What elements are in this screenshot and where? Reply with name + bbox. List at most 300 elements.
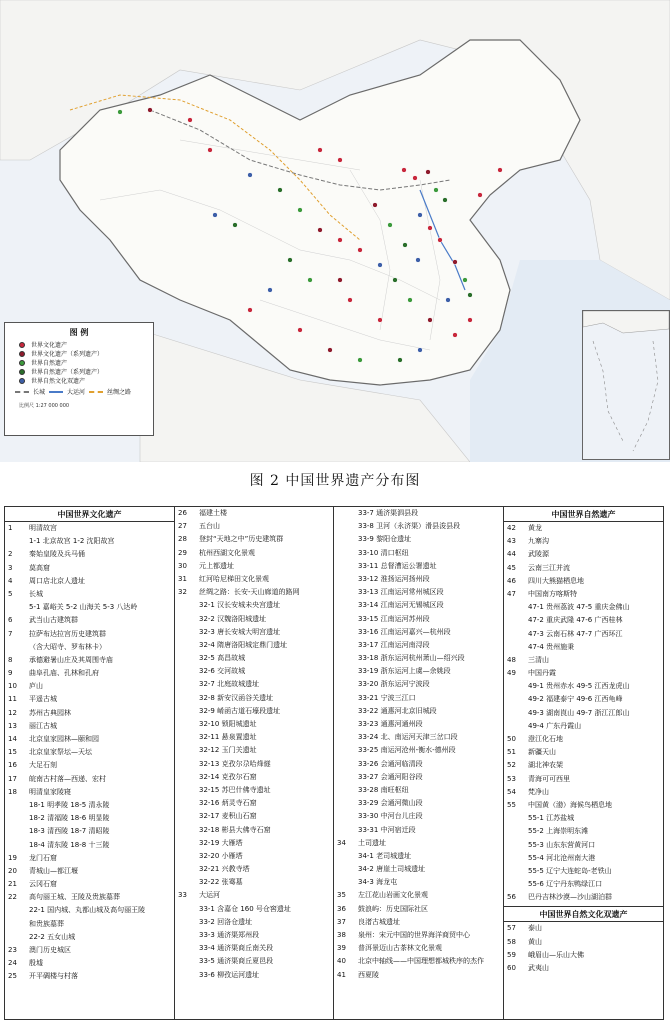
table-row xyxy=(5,535,174,548)
site-name: 黄龙 xyxy=(528,524,542,532)
table-row xyxy=(504,825,663,838)
culture-header: 中国世界文化遗产 xyxy=(5,507,174,522)
site-number xyxy=(504,693,528,706)
site-number: 26 xyxy=(178,509,187,517)
site-number: 32 xyxy=(178,588,187,597)
table-row xyxy=(504,922,663,935)
table-row xyxy=(5,904,174,917)
site-name: 33-21 宁波三江口 xyxy=(358,693,416,702)
legend-line-label: 长城 xyxy=(33,389,46,396)
table-row xyxy=(175,520,333,533)
site-name: 33-2 回洛仓遗址 xyxy=(199,917,253,926)
heritage-marker xyxy=(413,176,418,181)
site-number xyxy=(334,705,358,718)
site-name: 武夷山 xyxy=(528,964,549,972)
table-row xyxy=(5,588,174,601)
site-number: 39 xyxy=(337,944,346,953)
heritage-marker xyxy=(446,298,451,303)
site-name: 普洱景迈山古茶林文化景观 xyxy=(358,944,442,953)
table-row xyxy=(5,931,174,944)
site-number xyxy=(334,639,358,652)
table-row xyxy=(334,613,503,626)
site-name: 55-4 河北沧州南大港 xyxy=(528,853,596,862)
site-number xyxy=(175,613,199,626)
site-name: 西夏陵 xyxy=(358,970,379,979)
table-row xyxy=(504,614,663,627)
site-name: 33-5 通济渠商丘夏邑段 xyxy=(199,957,274,966)
table-row xyxy=(334,758,503,771)
site-name: 32-22 张骞墓 xyxy=(199,878,243,887)
site-name: 33-14 江南运河无锡城区段 xyxy=(358,601,444,610)
site-name: 登封“天地之中”历史建筑群 xyxy=(199,535,284,544)
site-number: 42 xyxy=(507,524,516,532)
site-name: 黄山 xyxy=(528,937,542,946)
site-name: 中国黄（渤）海候鸟栖息地 xyxy=(528,800,612,809)
table-row xyxy=(334,507,503,520)
site-name: 55-6 辽宁丹东鸭绿江口 xyxy=(528,880,603,889)
site-name: 明清故宫 xyxy=(29,524,57,532)
site-name: 北京中轴线——中国理想都城秩序的杰作 xyxy=(358,957,484,966)
table-row xyxy=(5,562,174,575)
site-number: 20 xyxy=(8,866,17,875)
legend-item xyxy=(5,358,153,367)
site-name: 良渚古城遗址 xyxy=(358,917,400,926)
site-name: 庐山 xyxy=(29,682,43,691)
site-name: 49-2 福建泰宁 49-6 江西龟峰 xyxy=(528,695,623,704)
heritage-marker xyxy=(378,318,383,323)
heritage-marker xyxy=(453,333,458,338)
site-number: 30 xyxy=(178,561,187,570)
heritage-marker xyxy=(388,223,393,228)
heritage-marker xyxy=(278,188,283,193)
heritage-marker xyxy=(308,278,313,283)
site-name: 33-19 浙东运河上虞—余姚段 xyxy=(358,667,451,676)
site-number: 53 xyxy=(507,774,516,783)
heritage-marker xyxy=(463,278,468,283)
site-name: 33-13 江南运河常州城区段 xyxy=(358,588,444,597)
site-name: 32-17 麦积山石窟 xyxy=(199,812,257,821)
table-row xyxy=(334,903,503,916)
table-column-2 xyxy=(175,507,334,1019)
site-number xyxy=(334,599,358,612)
site-number: 23 xyxy=(8,946,17,954)
table-row xyxy=(5,720,174,733)
figure-caption: 图 2 中国世界遗产分布图 xyxy=(249,473,421,489)
site-number xyxy=(175,731,199,744)
legend-dot xyxy=(19,351,25,357)
site-number xyxy=(5,918,29,931)
site-name: 34-1 老司城遗址 xyxy=(358,851,412,860)
table-row xyxy=(175,876,333,889)
site-number xyxy=(334,678,358,691)
site-name: 九寨沟 xyxy=(528,537,549,546)
site-number: 14 xyxy=(8,735,17,743)
table-row xyxy=(175,850,333,863)
site-number xyxy=(175,863,199,876)
site-name: 32-21 兴教寺塔 xyxy=(199,865,250,874)
site-number xyxy=(504,641,528,654)
site-number xyxy=(504,825,528,838)
site-name: 33-25 南运河沧州-衡水-德州段 xyxy=(358,746,456,755)
site-number: 58 xyxy=(507,937,516,946)
site-name: 红河哈尼梯田文化景观 xyxy=(199,574,269,583)
heritage-marker xyxy=(213,213,218,218)
site-name: 33-23 通惠河通州段 xyxy=(358,720,423,728)
table-row xyxy=(504,693,663,706)
site-name: 32-5 高昌故城 xyxy=(199,654,246,663)
site-number xyxy=(334,771,358,784)
heritage-marker xyxy=(498,168,503,173)
site-name: 33-7 通济渠泗县段 xyxy=(358,509,419,517)
site-name: 曲阜孔庙、孔林和孔府 xyxy=(29,669,99,678)
site-name: 福建土楼 xyxy=(199,509,227,517)
table-row xyxy=(334,678,503,691)
table-row xyxy=(5,825,174,838)
site-name: （含大昭寺、罗布林卡） xyxy=(29,642,106,651)
site-number xyxy=(175,692,199,705)
site-name: 32-20 小雁塔 xyxy=(199,851,243,860)
natural-header: 中国世界自然遗产 xyxy=(504,507,663,522)
table-row xyxy=(334,889,503,902)
site-name: 22-2 五女山城 xyxy=(29,932,76,941)
site-number: 6 xyxy=(8,616,13,625)
site-number: 21 xyxy=(8,880,17,889)
site-number xyxy=(334,797,358,810)
table-row xyxy=(175,613,333,626)
site-name: 青海可可西里 xyxy=(528,774,570,783)
table-row xyxy=(175,837,333,850)
scale-bar: 比例尺 1:27 000 000 xyxy=(19,403,70,409)
legend-dot xyxy=(19,342,25,348)
site-number xyxy=(175,797,199,810)
site-name: 49-3 湖南崀山 49-7 浙江江郎山 xyxy=(528,708,630,717)
heritage-marker xyxy=(338,238,343,243)
site-name: 大运河 xyxy=(199,891,220,900)
table-row xyxy=(334,916,503,929)
table-column-4 xyxy=(504,507,663,1019)
heritage-marker xyxy=(418,348,423,353)
table-row xyxy=(334,533,503,546)
site-name: 32-2 汉魏洛阳城遗址 xyxy=(199,614,267,623)
site-name: 巴丹吉林沙漠—沙山湖泊群 xyxy=(528,893,612,902)
heritage-marker xyxy=(398,358,403,363)
table-row xyxy=(5,548,174,561)
table-row xyxy=(175,599,333,612)
table-row xyxy=(504,878,663,891)
table-row xyxy=(175,797,333,810)
table-row xyxy=(504,936,663,949)
heritage-marker xyxy=(233,223,238,228)
site-number xyxy=(175,942,199,955)
heritage-marker xyxy=(416,258,421,263)
table-row xyxy=(504,680,663,693)
site-name: 33-17 江南运河南浔段 xyxy=(358,640,430,649)
site-number: 9 xyxy=(8,669,13,678)
table-row xyxy=(504,641,663,654)
table-row xyxy=(175,652,333,665)
site-number xyxy=(334,718,358,731)
table-row xyxy=(334,744,503,757)
table-row xyxy=(175,573,333,586)
site-name: 峨眉山—乐山大佛 xyxy=(528,950,584,959)
heritage-marker xyxy=(453,260,458,265)
site-number xyxy=(5,601,29,614)
table-row xyxy=(175,758,333,771)
great-wall-swatch xyxy=(15,391,29,393)
site-name: 47-2 重庆武隆 47-6 广西桂林 xyxy=(528,616,623,625)
site-name: 32-12 玉门关遗址 xyxy=(199,746,257,755)
site-name: 32-15 苏巴什佛寺遗址 xyxy=(199,785,271,794)
heritage-marker xyxy=(358,358,363,363)
site-number: 12 xyxy=(8,708,17,717)
table-row xyxy=(504,522,663,535)
heritage-marker xyxy=(318,228,323,233)
site-name: 47-1 贵州荔波 47-5 重庆金佛山 xyxy=(528,603,630,612)
site-name: 33-24 北、南运河天津三岔口段 xyxy=(358,733,458,742)
site-number: 43 xyxy=(507,537,516,546)
site-number: 47 xyxy=(507,589,516,598)
site-name: 杭州西湖文化景观 xyxy=(199,548,255,557)
site-number xyxy=(175,599,199,612)
site-number: 4 xyxy=(8,576,13,585)
table-row xyxy=(504,759,663,772)
table-row xyxy=(175,586,333,599)
site-name: 33-26 会通河临清段 xyxy=(358,759,423,768)
heritage-marker xyxy=(148,108,153,113)
site-number xyxy=(334,626,358,639)
site-number xyxy=(504,680,528,693)
table-row xyxy=(504,720,663,733)
table-row xyxy=(175,507,333,520)
site-name: 18-1 明孝陵 18-5 清永陵 xyxy=(29,800,110,809)
legend-dot xyxy=(19,369,25,375)
site-name: 长城 xyxy=(29,589,43,598)
table-row xyxy=(175,560,333,573)
heritage-marker xyxy=(338,278,343,283)
column-rows xyxy=(504,522,663,904)
heritage-marker xyxy=(402,168,407,173)
column-rows xyxy=(334,507,503,982)
table-row xyxy=(5,654,174,667)
site-number xyxy=(175,955,199,968)
legend-dot xyxy=(19,360,25,366)
site-number xyxy=(175,639,199,652)
table-row xyxy=(175,916,333,929)
table-row xyxy=(334,665,503,678)
site-name: 云冈石窟 xyxy=(29,880,57,889)
table-row xyxy=(504,628,663,641)
table-row xyxy=(175,626,333,639)
south-china-sea-inset xyxy=(582,310,670,460)
site-name: 澳门历史城区 xyxy=(29,946,71,954)
table-row xyxy=(175,692,333,705)
table-row xyxy=(5,878,174,891)
site-number: 50 xyxy=(507,735,516,743)
site-name: 33-30 中河台儿庄段 xyxy=(358,812,423,821)
site-number xyxy=(334,560,358,573)
site-number xyxy=(175,837,199,850)
table-row xyxy=(334,824,503,837)
heritage-marker xyxy=(288,258,293,263)
heritage-marker xyxy=(403,243,408,248)
site-number xyxy=(334,652,358,665)
site-name: 33-29 会通河微山段 xyxy=(358,799,423,808)
site-number xyxy=(175,705,199,718)
site-name: 32-1 汉长安城未央宫遗址 xyxy=(199,601,281,610)
site-name: 33-22 通惠河北京旧城段 xyxy=(358,706,437,715)
site-number xyxy=(334,758,358,771)
heritage-marker xyxy=(378,263,383,268)
site-number xyxy=(334,586,358,599)
site-number xyxy=(175,810,199,823)
site-number xyxy=(5,904,29,917)
site-name: 元上都遗址 xyxy=(199,561,234,570)
table-row xyxy=(5,680,174,693)
site-name: 33-28 南旺枢纽 xyxy=(358,785,409,794)
site-number: 31 xyxy=(178,574,187,583)
site-number xyxy=(175,758,199,771)
site-number xyxy=(504,878,528,891)
table-column-1 xyxy=(5,507,175,1019)
site-name: 1-1 北京故宫 1-2 沈阳故宫 xyxy=(29,537,115,546)
table-row xyxy=(175,678,333,691)
legend-label: 世界自然文化双遗产 xyxy=(31,378,86,385)
site-name: 苏州古典园林 xyxy=(29,708,71,717)
site-number: 3 xyxy=(8,563,13,572)
site-name: 18-4 清东陵 18-8 十三陵 xyxy=(29,840,110,849)
site-number xyxy=(334,613,358,626)
site-name: 龙门石窟 xyxy=(29,853,57,862)
heritage-marker xyxy=(393,278,398,283)
legend-label: 世界文化遗产 xyxy=(31,342,68,349)
table-row xyxy=(5,733,174,746)
table-row xyxy=(5,786,174,799)
site-number xyxy=(334,507,358,520)
table-row xyxy=(504,865,663,878)
site-name: 33-18 浙东运河杭州萧山—绍兴段 xyxy=(358,654,465,663)
inset-svg xyxy=(583,311,669,459)
site-name: 承德避暑山庄及其周围寺庙 xyxy=(29,655,113,664)
site-name: 47-3 云南石林 47-7 广西环江 xyxy=(528,629,623,638)
site-name: 32-3 唐长安城大明宫遗址 xyxy=(199,627,281,636)
legend-label: 世界自然遗产（系列遗产） xyxy=(31,369,104,376)
table-row xyxy=(334,771,503,784)
site-name: 泉州：宋元中国的世界海洋商贸中心 xyxy=(358,931,470,939)
heritage-marker xyxy=(408,298,413,303)
site-number xyxy=(334,665,358,678)
site-number xyxy=(504,614,528,627)
site-number: 48 xyxy=(507,655,516,664)
site-number: 44 xyxy=(507,550,516,559)
table-row xyxy=(175,744,333,757)
legend-item xyxy=(5,340,153,349)
site-number: 35 xyxy=(337,891,346,900)
site-number: 56 xyxy=(507,893,516,902)
site-name: 土司遗址 xyxy=(358,838,386,847)
site-name: 33-27 会通河阳谷段 xyxy=(358,772,423,781)
table-row xyxy=(334,718,503,731)
table-row xyxy=(504,667,663,680)
site-number: 27 xyxy=(178,522,187,531)
site-number xyxy=(334,573,358,586)
table-row xyxy=(5,614,174,627)
site-number: 60 xyxy=(507,964,516,972)
site-number: 5 xyxy=(8,589,13,598)
table-row xyxy=(5,707,174,720)
site-number xyxy=(175,850,199,863)
site-name: 33-11 总督漕运公署遗址 xyxy=(358,561,437,570)
table-row xyxy=(504,786,663,799)
site-number: 15 xyxy=(8,748,17,757)
table-row xyxy=(5,799,174,812)
site-name: 明清皇家陵寝 xyxy=(29,787,71,796)
site-number: 16 xyxy=(8,761,17,770)
site-name: 55-1 江苏盐城 xyxy=(528,814,575,823)
silk-road-swatch xyxy=(89,391,103,393)
table-row xyxy=(504,891,663,904)
heritage-marker xyxy=(118,110,123,115)
grand-canal-swatch xyxy=(49,391,63,393)
heritage-marker xyxy=(248,173,253,178)
legend-label: 世界文化遗产（系列遗产） xyxy=(31,351,104,358)
table-row xyxy=(504,562,663,575)
table-row xyxy=(504,575,663,588)
site-number: 37 xyxy=(337,917,346,926)
heritage-marker xyxy=(418,213,423,218)
site-name: 高句丽王城、王陵及贵族墓葬 xyxy=(29,893,120,902)
mixed-header: 中国世界自然文化双遗产 xyxy=(504,906,663,922)
site-name: 32-19 大雁塔 xyxy=(199,838,243,847)
site-number xyxy=(504,720,528,733)
legend-label: 世界自然遗产 xyxy=(31,360,68,367)
site-name: 云南三江并流 xyxy=(528,563,570,572)
site-number: 38 xyxy=(337,931,346,939)
site-number: 59 xyxy=(507,950,516,959)
site-number xyxy=(504,707,528,720)
table-row xyxy=(5,865,174,878)
site-number xyxy=(175,969,199,982)
site-name: 18-3 清西陵 18-7 清昭陵 xyxy=(29,827,110,836)
site-name: 北京皇家园林—颐和园 xyxy=(29,735,99,743)
site-number xyxy=(334,863,358,876)
legend-item xyxy=(5,349,153,358)
site-number: 36 xyxy=(337,904,346,913)
legend-item xyxy=(5,376,153,385)
site-number xyxy=(5,825,29,838)
site-number: 55 xyxy=(507,800,516,809)
site-number: 24 xyxy=(8,959,17,968)
site-number xyxy=(504,628,528,641)
table-row xyxy=(504,548,663,561)
site-name: 18-2 清福陵 18-6 明显陵 xyxy=(29,814,110,823)
site-number: 8 xyxy=(8,655,13,664)
table-row xyxy=(175,903,333,916)
table-row xyxy=(334,784,503,797)
site-name: 55-3 山东东营黄河口 xyxy=(528,840,596,849)
table-row xyxy=(334,863,503,876)
table-row xyxy=(504,707,663,720)
table-row xyxy=(334,969,503,982)
heritage-marker xyxy=(426,170,431,175)
table-row xyxy=(334,626,503,639)
site-number xyxy=(504,839,528,852)
legend-line-label: 丝绸之路 xyxy=(107,389,132,396)
site-name: 拉萨布达拉宫历史建筑群 xyxy=(29,629,106,638)
site-name: 55-2 上海崇明东滩 xyxy=(528,827,589,836)
site-name: 47-4 贵州施秉 xyxy=(528,642,575,651)
site-number: 45 xyxy=(507,563,516,572)
site-name: 32-16 炳灵寺石窟 xyxy=(199,799,257,808)
